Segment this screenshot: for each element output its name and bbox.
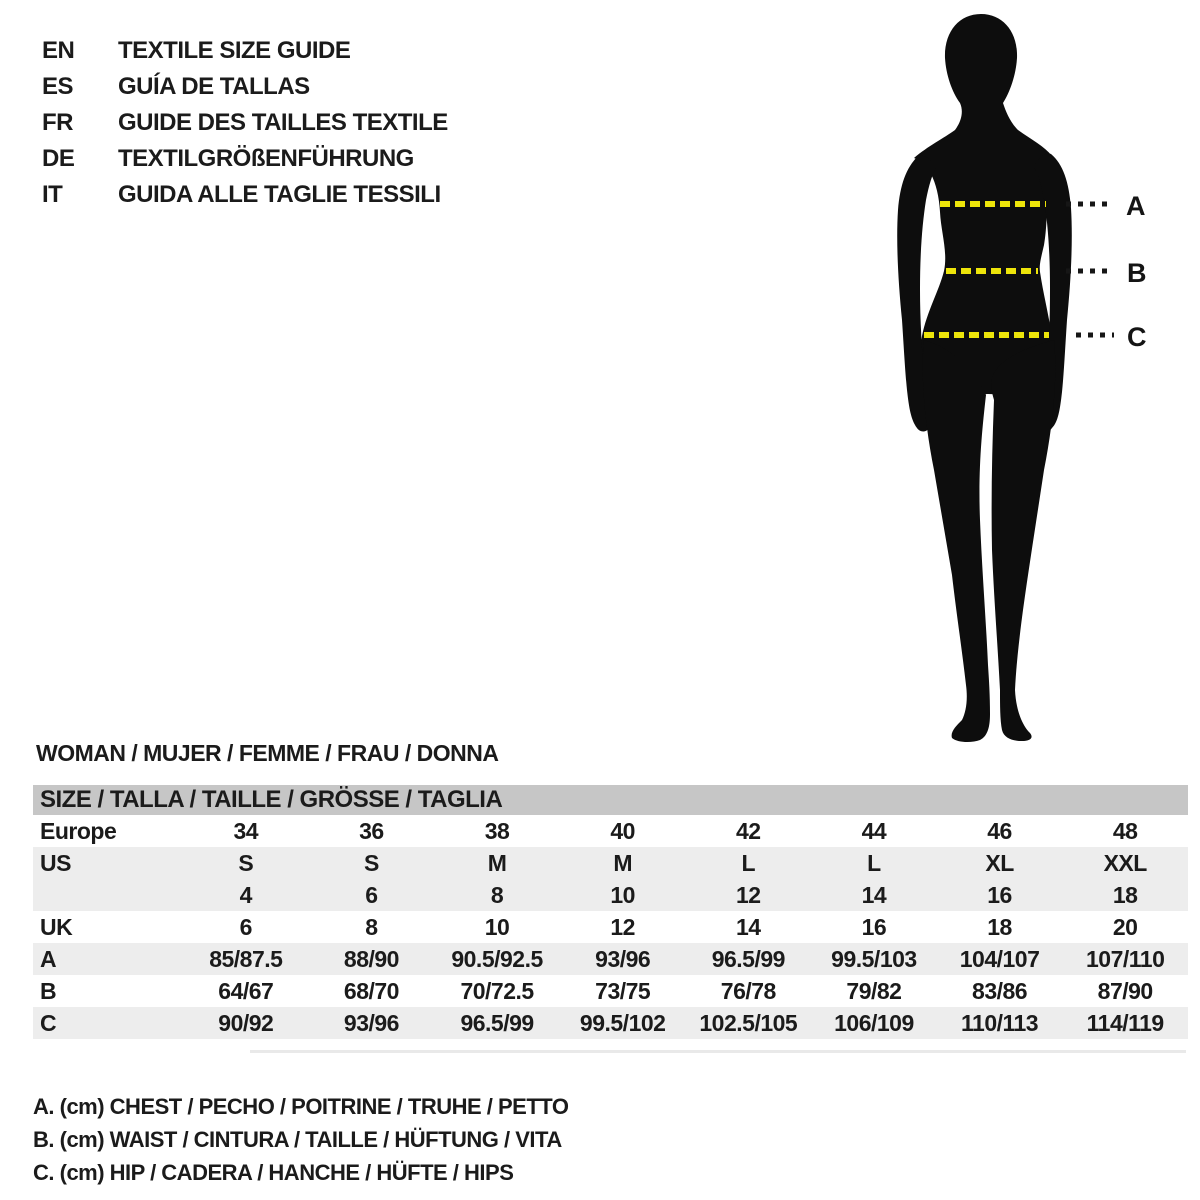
- size-table: [33, 785, 1188, 1039]
- size-cell: L: [867, 849, 881, 876]
- size-cell: 99.5/102: [579, 1009, 666, 1036]
- size-cell: 64/67: [218, 977, 274, 1004]
- size-cell: S: [364, 849, 379, 876]
- row-label: A: [40, 945, 57, 972]
- size-cell: 38: [484, 817, 510, 844]
- size-cell: 76/78: [720, 977, 776, 1004]
- size-cell: 34: [233, 817, 259, 844]
- size-cell: 106/109: [834, 1009, 914, 1036]
- size-table-header: SIZE / TALLA / TAILLE / GRÖSSE / TAGLIA: [33, 785, 1188, 815]
- size-cell: 104/107: [959, 945, 1040, 972]
- row-label: C: [40, 1009, 57, 1036]
- language-guide-title: GUIDE DES TAILLES TEXTILE: [118, 109, 448, 136]
- row-label: Europe: [40, 817, 117, 844]
- size-cell: 18: [987, 913, 1012, 940]
- size-table-header-row: [33, 785, 1188, 815]
- size-cell: 12: [610, 913, 635, 940]
- size-cell: 6: [365, 881, 378, 908]
- size-cell: 73/75: [595, 977, 651, 1004]
- size-cell: 16: [987, 881, 1012, 908]
- size-cell: 90/92: [218, 1009, 274, 1036]
- size-cell: 10: [610, 881, 635, 908]
- size-cell: 85/87.5: [209, 945, 283, 972]
- table-bottom-divider: [250, 1050, 1186, 1053]
- row-label: B: [40, 977, 57, 1004]
- silhouette-right-leg: [991, 340, 1055, 741]
- size-cell: 93/96: [595, 945, 651, 972]
- language-row-it: [42, 177, 448, 213]
- row-label: UK: [40, 913, 73, 940]
- language-code: EN: [42, 37, 75, 64]
- language-code: IT: [42, 181, 63, 208]
- size-cell: 107/110: [1086, 945, 1165, 972]
- size-cell: 96.5/99: [711, 945, 785, 972]
- size-cell: 10: [484, 913, 510, 940]
- size-cell: 70/72.5: [460, 977, 534, 1004]
- language-guide-list: [42, 33, 448, 213]
- table-row-chest: [33, 943, 1188, 975]
- measure-label-chest: A: [1126, 191, 1146, 221]
- size-cell: 102.5/105: [699, 1009, 798, 1036]
- size-cell: 16: [861, 913, 887, 940]
- legend-hip: C. (cm) HIP / CADERA / HANCHE / HÜFTE / HIPS: [33, 1160, 514, 1185]
- size-cell: 87/90: [1097, 977, 1153, 1004]
- size-cell: 20: [1112, 913, 1138, 940]
- table-row-hip: [33, 1007, 1188, 1039]
- measurement-legend: [33, 1094, 568, 1193]
- woman-silhouette-icon: [860, 0, 1160, 750]
- size-cell: 14: [861, 881, 887, 908]
- language-row-fr: [42, 105, 448, 141]
- size-cell: 90.5/92.5: [451, 945, 543, 972]
- size-cell: 48: [1112, 817, 1138, 844]
- legend-waist: B. (cm) WAIST / CINTURA / TAILLE / HÜFTUNG / VITA: [33, 1127, 562, 1152]
- language-guide-title: GUIDA ALLE TAGLIE TESSILI: [118, 181, 441, 208]
- language-row-de: [42, 141, 448, 177]
- size-cell: 4: [239, 881, 252, 908]
- language-row-es: [42, 69, 448, 105]
- table-row-us-letters: [33, 847, 1188, 879]
- row-label: [33, 879, 183, 911]
- size-cell: 79/82: [846, 977, 902, 1004]
- size-cell: M: [613, 849, 633, 876]
- size-cell: 68/70: [343, 977, 399, 1004]
- size-cell: 8: [365, 913, 378, 940]
- size-cell: XL: [985, 849, 1014, 876]
- size-cell: S: [238, 849, 254, 876]
- size-cell: 88/90: [343, 945, 399, 972]
- table-row-us-numbers: [33, 879, 1188, 911]
- size-cell: 42: [736, 817, 761, 844]
- size-cell: XXL: [1103, 849, 1147, 876]
- woman-silhouette-figure: [860, 0, 1160, 750]
- size-cell: 114/119: [1086, 1009, 1164, 1036]
- size-cell: 110/113: [961, 1009, 1039, 1036]
- legend-chest: A. (cm) CHEST / PECHO / POITRINE / TRUHE / PETTO: [33, 1094, 569, 1119]
- table-row-waist: [33, 975, 1188, 1007]
- language-row-en: [42, 33, 448, 69]
- table-row-uk: [33, 911, 1188, 943]
- measure-label-hip: C: [1127, 322, 1147, 352]
- size-cell: 96.5/99: [460, 1009, 534, 1036]
- size-cell: 93/96: [343, 1009, 399, 1036]
- section-title-woman: WOMAN / MUJER / FEMME / FRAU / DONNA: [36, 740, 499, 766]
- language-code: FR: [42, 109, 73, 136]
- language-code: DE: [42, 145, 75, 172]
- row-label: US: [40, 849, 71, 876]
- size-cell: 99.5/103: [831, 945, 917, 972]
- size-cell: 14: [736, 913, 761, 940]
- size-cell: 46: [987, 817, 1012, 844]
- measure-label-waist: B: [1127, 258, 1147, 288]
- language-guide-title: TEXTILGRÖßENFÜHRUNG: [118, 145, 414, 172]
- language-code: ES: [42, 73, 74, 100]
- size-cell: 8: [490, 881, 504, 908]
- table-row-europe: [33, 815, 1188, 847]
- language-guide-title: TEXTILE SIZE GUIDE: [118, 37, 351, 64]
- size-cell: 12: [736, 881, 761, 908]
- size-cell: 44: [861, 817, 887, 844]
- size-cell: 18: [1112, 881, 1138, 908]
- size-cell: 83/86: [972, 977, 1028, 1004]
- size-cell: 6: [239, 913, 252, 940]
- size-cell: 40: [610, 817, 635, 844]
- size-cell: M: [487, 849, 507, 876]
- size-cell: 36: [359, 817, 384, 844]
- silhouette-left-leg: [923, 340, 990, 742]
- language-guide-title: GUÍA DE TALLAS: [118, 73, 310, 100]
- size-cell: L: [741, 849, 756, 876]
